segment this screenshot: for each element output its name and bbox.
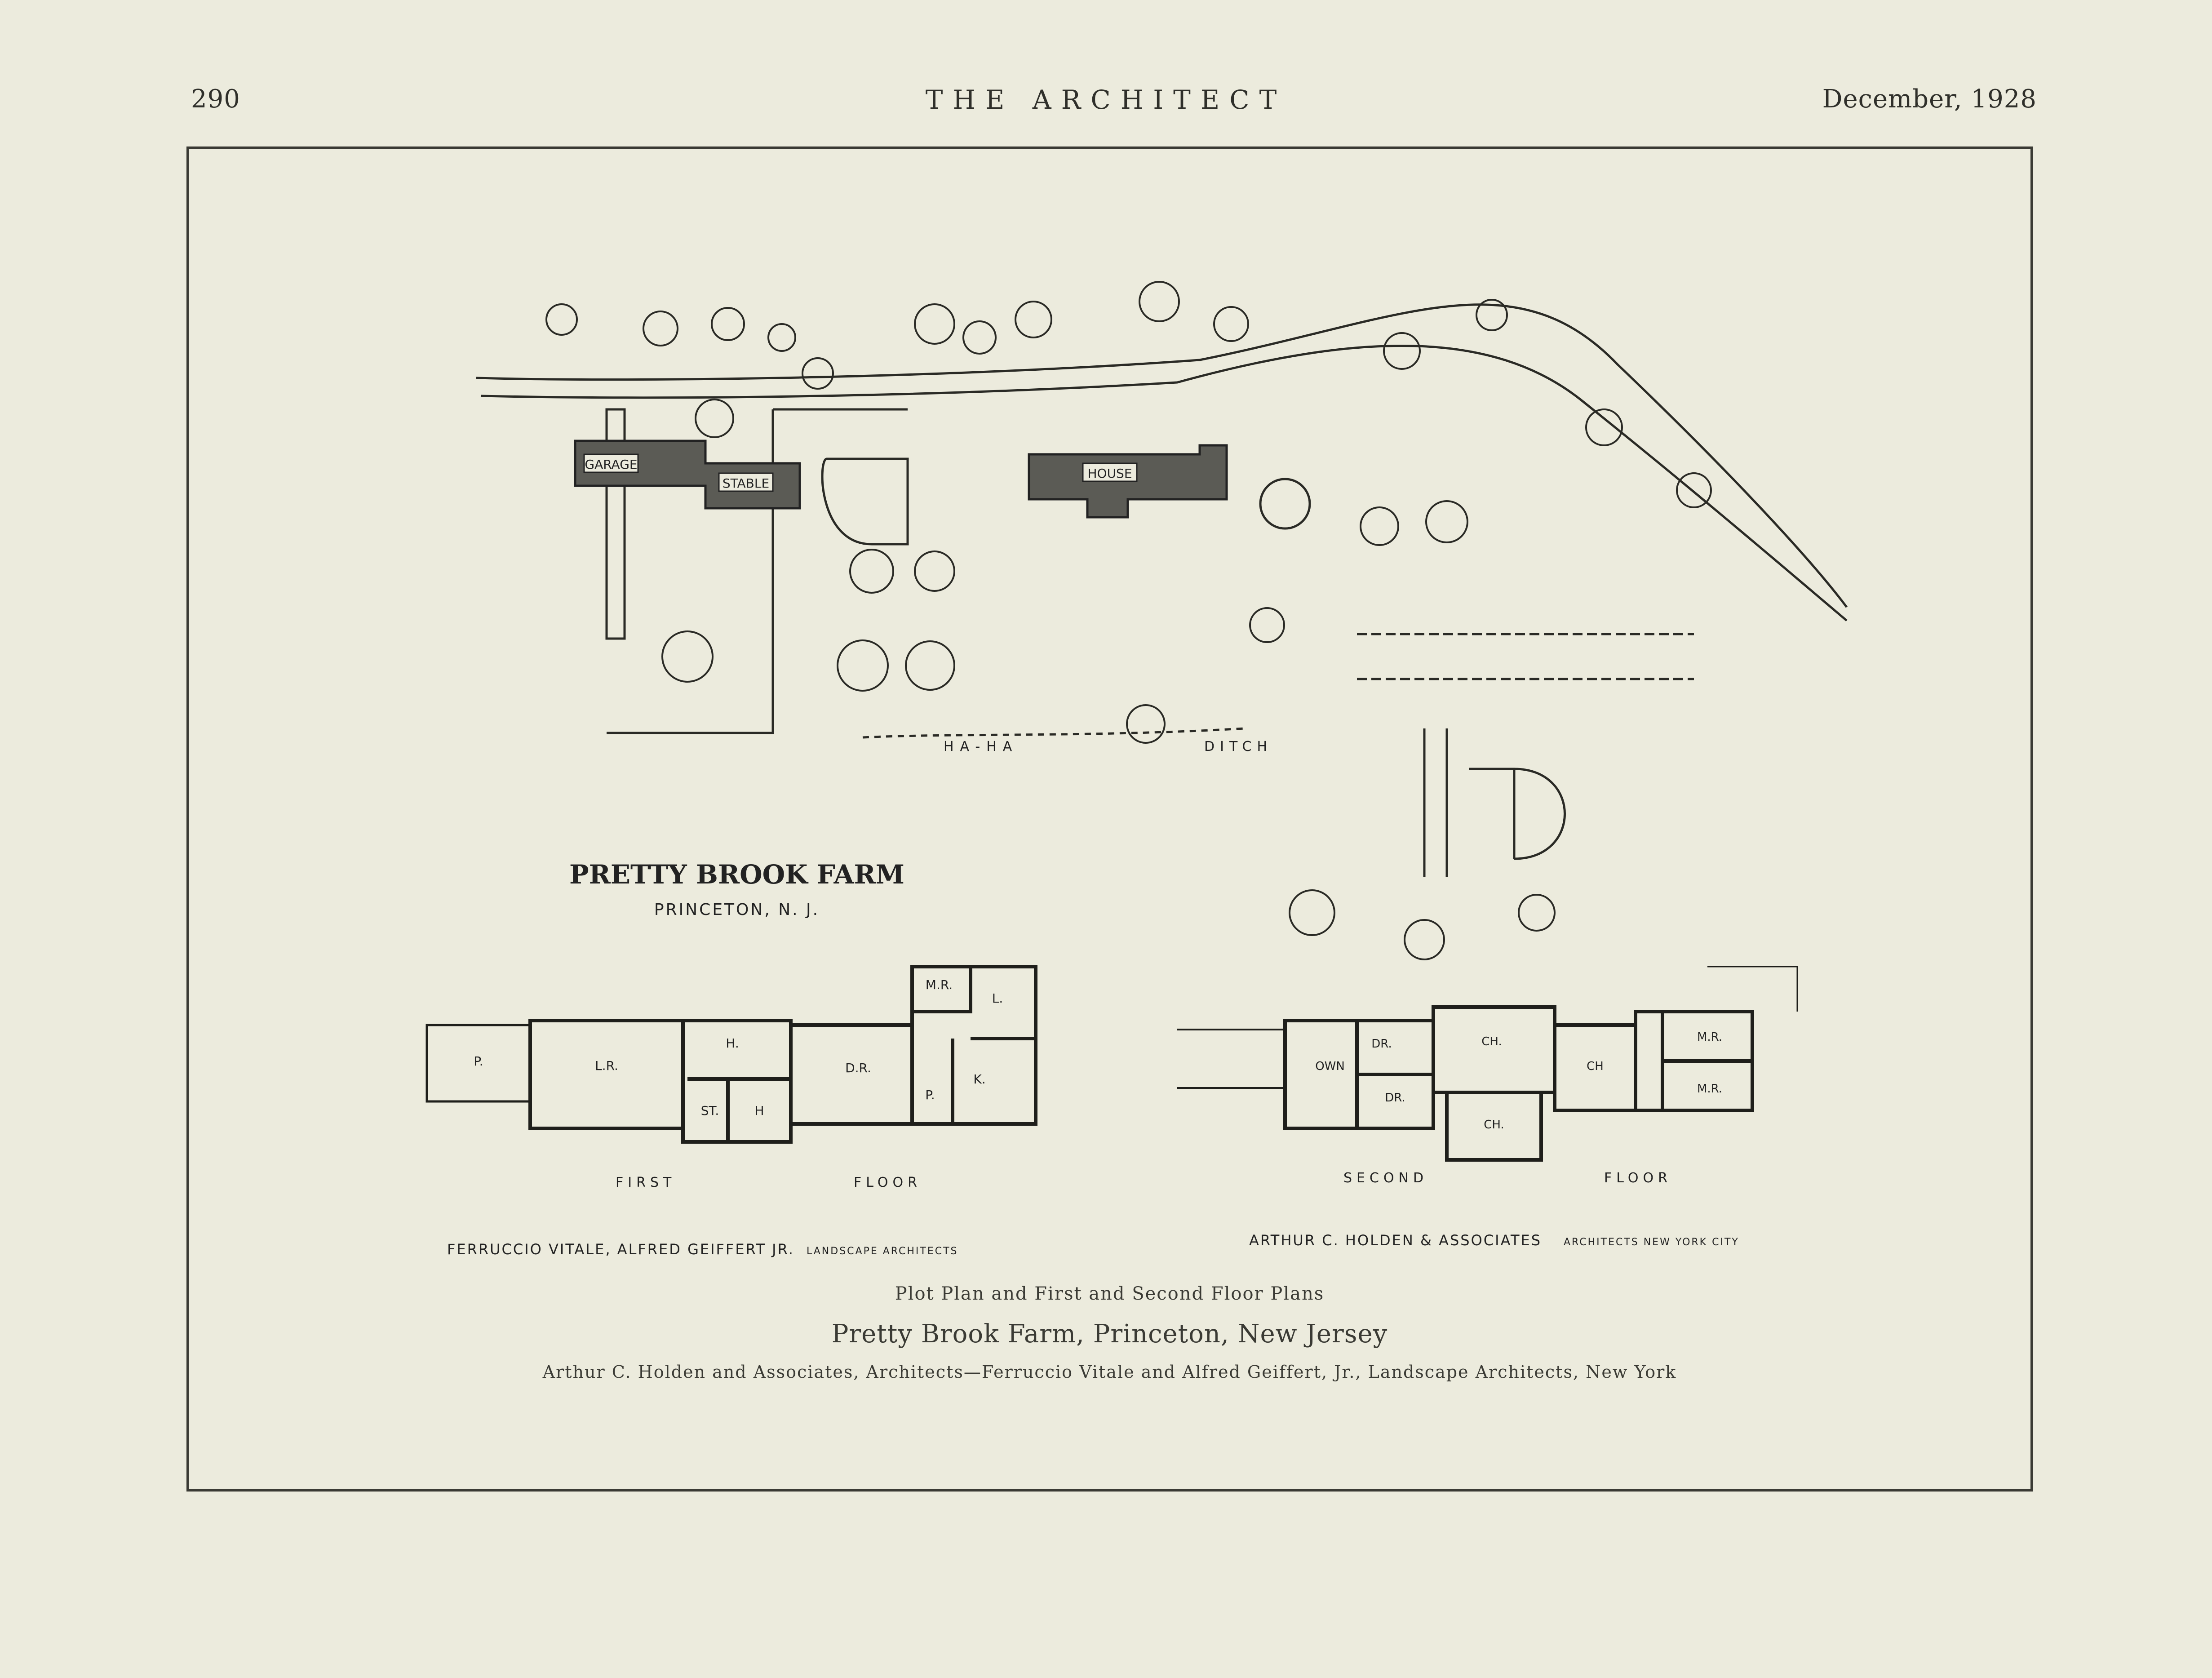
room-label: ST.: [700, 1103, 719, 1118]
room-label: P.: [925, 1088, 935, 1102]
room-label: L.R.: [595, 1058, 618, 1073]
room-label: DR.: [1371, 1037, 1392, 1051]
first-floor-label-first: FIRST: [616, 1175, 676, 1190]
room-label: M.R.: [925, 977, 953, 992]
house-label: HOUSE: [1087, 466, 1132, 481]
caption-credits: Arthur C. Holden and Associates, Architects—Ferruccio Vitale and Alfred Geiffert, Jr., Landscape Architects, New York: [542, 1362, 1677, 1382]
architect-role: ARCHITECTS NEW YORK CITY: [1564, 1237, 1739, 1248]
turnaround-circle: [1260, 479, 1310, 528]
page-number: 290: [191, 84, 240, 114]
second-floor-label-floor: FLOOR: [1604, 1170, 1672, 1186]
room-label: H: [754, 1103, 764, 1118]
garden-layout: [1424, 728, 1565, 877]
first-floor-plan: [427, 967, 1036, 1142]
caption-title: Pretty Brook Farm, Princeton, New Jersey: [831, 1319, 1388, 1349]
room-label: K.: [973, 1072, 986, 1087]
issue-date: December, 1928: [1822, 84, 2037, 114]
journal-title: THE ARCHITECT: [925, 84, 1287, 115]
garage-label: GARAGE: [585, 457, 638, 472]
garden-hedge-rows: [1357, 634, 1694, 679]
plan-title: PRETTY BROOK FARM: [569, 859, 904, 890]
room-label: M.R.: [1697, 1082, 1723, 1096]
ha-ha-line: [863, 728, 1245, 737]
caption-plans: Plot Plan and First and Second Floor Plans: [895, 1283, 1325, 1304]
stable-label: STABLE: [722, 476, 770, 491]
forecourt: [822, 459, 908, 544]
first-floor-room-labels: [474, 977, 1003, 1118]
architect-credit: ARTHUR C. HOLDEN & ASSOCIATES: [1249, 1232, 1542, 1249]
buildings: [575, 441, 1227, 517]
room-label: P.: [474, 1054, 483, 1069]
plan-location: PRINCETON, N. J.: [654, 901, 820, 919]
tree-group: [546, 282, 1711, 959]
second-floor-label-second: SECOND: [1343, 1170, 1428, 1186]
room-label: OWN: [1315, 1060, 1345, 1073]
first-floor-label-floor: FLOOR: [854, 1175, 922, 1190]
room-label: M.R.: [1697, 1030, 1723, 1044]
room-label: CH.: [1484, 1118, 1504, 1132]
room-label: CH: [1587, 1060, 1604, 1073]
ditch-label: DITCH: [1204, 739, 1273, 755]
room-label: L.: [992, 991, 1003, 1006]
room-label: DR.: [1385, 1091, 1405, 1105]
landscape-credit: FERRUCCIO VITALE, ALFRED GEIFFERT JR.: [447, 1241, 794, 1258]
room-label: D.R.: [845, 1061, 871, 1075]
room-label: CH.: [1481, 1035, 1502, 1048]
room-label: H.: [726, 1036, 739, 1051]
ha-ha-label: HA-HA: [944, 739, 1019, 755]
site-plan: [476, 282, 1847, 959]
plate-frame: [186, 146, 2033, 1492]
landscape-role: LANDSCAPE ARCHITECTS: [807, 1246, 958, 1257]
